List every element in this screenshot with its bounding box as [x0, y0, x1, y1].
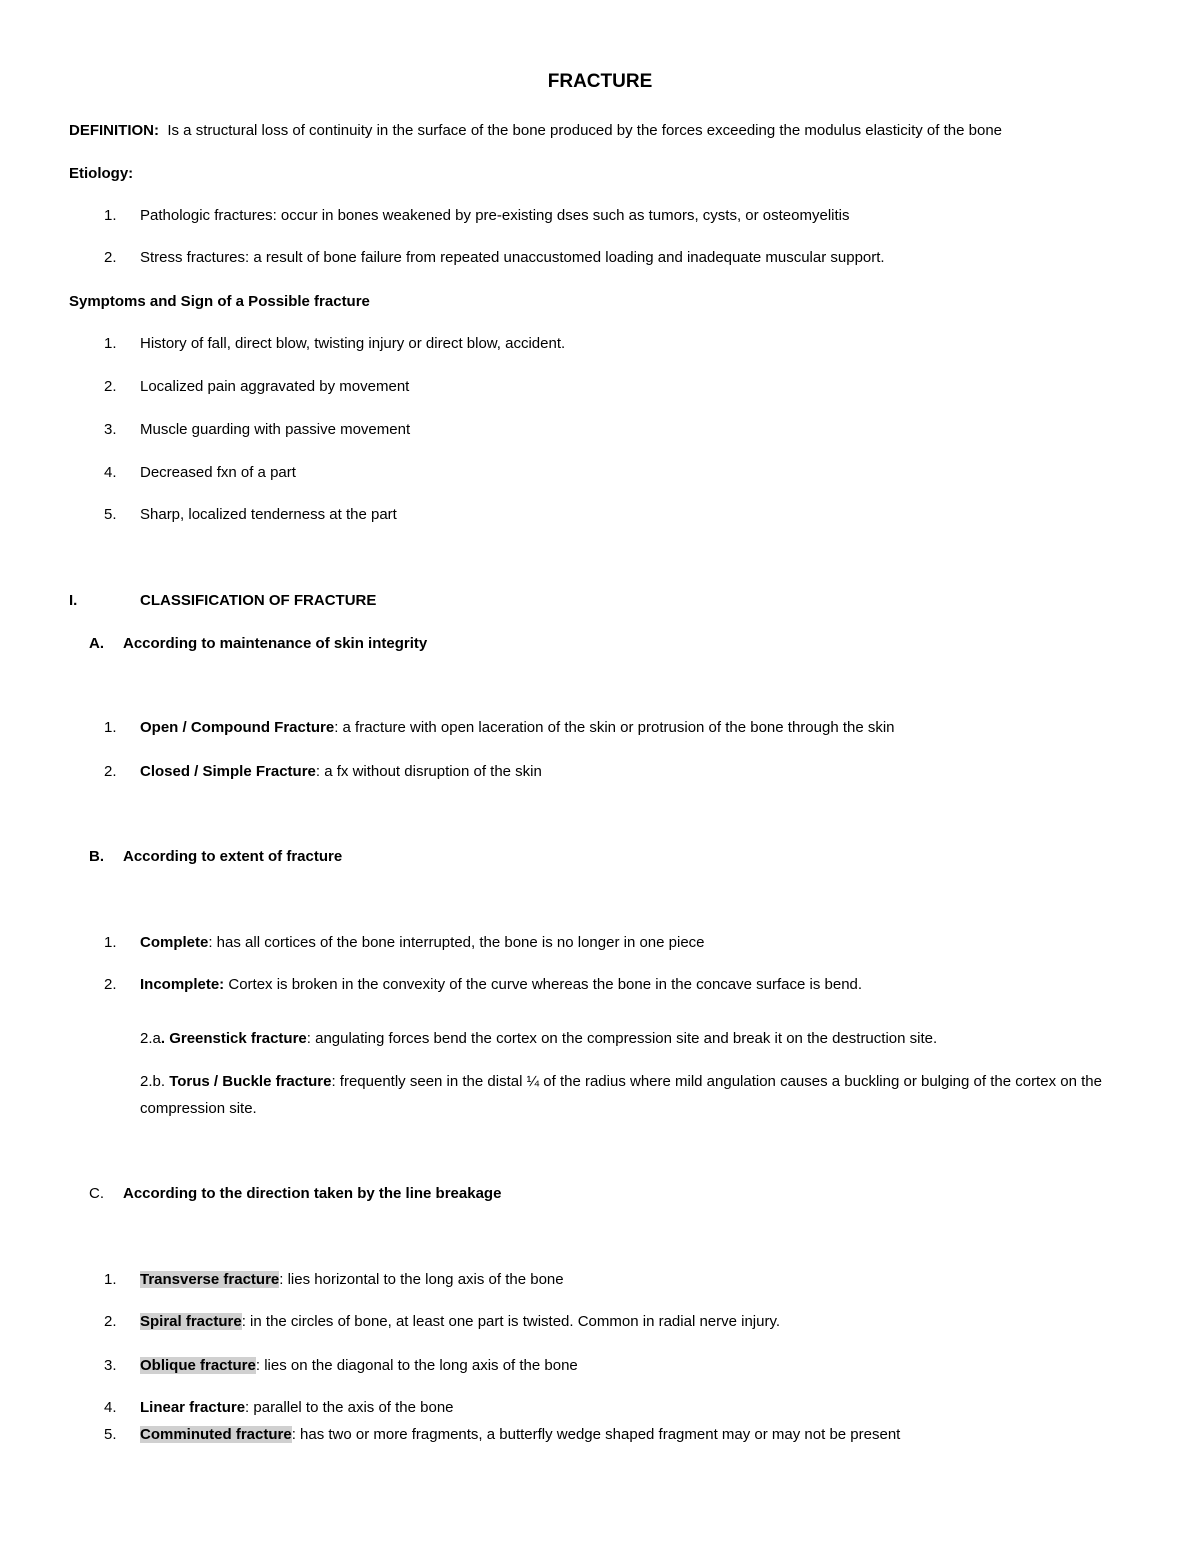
page-title: FRACTURE [547, 71, 653, 92]
section-c-heading: According to the direction taken by the line breakage [123, 1185, 502, 1202]
section-letter-b: B. [89, 848, 104, 865]
term: Linear fracture [140, 1399, 246, 1416]
section-roman-numeral: I. [69, 592, 78, 609]
term: Complete [140, 934, 209, 951]
term: Open / Compound Fracture [140, 719, 335, 736]
term: Torus / Buckle fracture [169, 1073, 332, 1090]
section-letter-a: A. [89, 635, 104, 652]
sub-list-item: 2.b. Torus / Buckle fracture: frequently seen in the distal ¼ of the radius where mild angulation causes a buckling or bulging of the cortex on the compression site. [140, 1073, 1102, 1117]
etiology-heading: Etiology: [69, 165, 134, 182]
definition-label: DEFINITION: [69, 122, 159, 139]
definition-paragraph [69, 122, 1002, 139]
section-b-heading: According to extent of fracture [123, 848, 343, 865]
highlighted-term: Spiral fracture [140, 1313, 242, 1330]
section-a-heading: According to maintenance of skin integrity [123, 635, 428, 652]
classification-heading: CLASSIFICATION OF FRACTURE [140, 592, 377, 609]
highlighted-term: Transverse fracture [140, 1271, 280, 1288]
symptoms-heading: Symptoms and Sign of a Possible fracture [69, 293, 370, 310]
term: . Greenstick fracture [160, 1030, 307, 1047]
section-letter-c: C. [89, 1185, 104, 1202]
sub-list-item: 2.a. Greenstick fracture: angulating forces bend the cortex on the compression site and break it on the destruction site. [140, 1030, 938, 1047]
term: Incomplete: [140, 976, 225, 993]
term: Closed / Simple Fracture [140, 763, 316, 780]
highlighted-term: Oblique fracture [140, 1357, 256, 1374]
definition-text: Is a structural loss of continuity in the surface of the bone produced by the forces exceeding the modulus elasticity of the bone [167, 122, 1002, 139]
highlighted-term: Comminuted fracture [140, 1426, 292, 1443]
